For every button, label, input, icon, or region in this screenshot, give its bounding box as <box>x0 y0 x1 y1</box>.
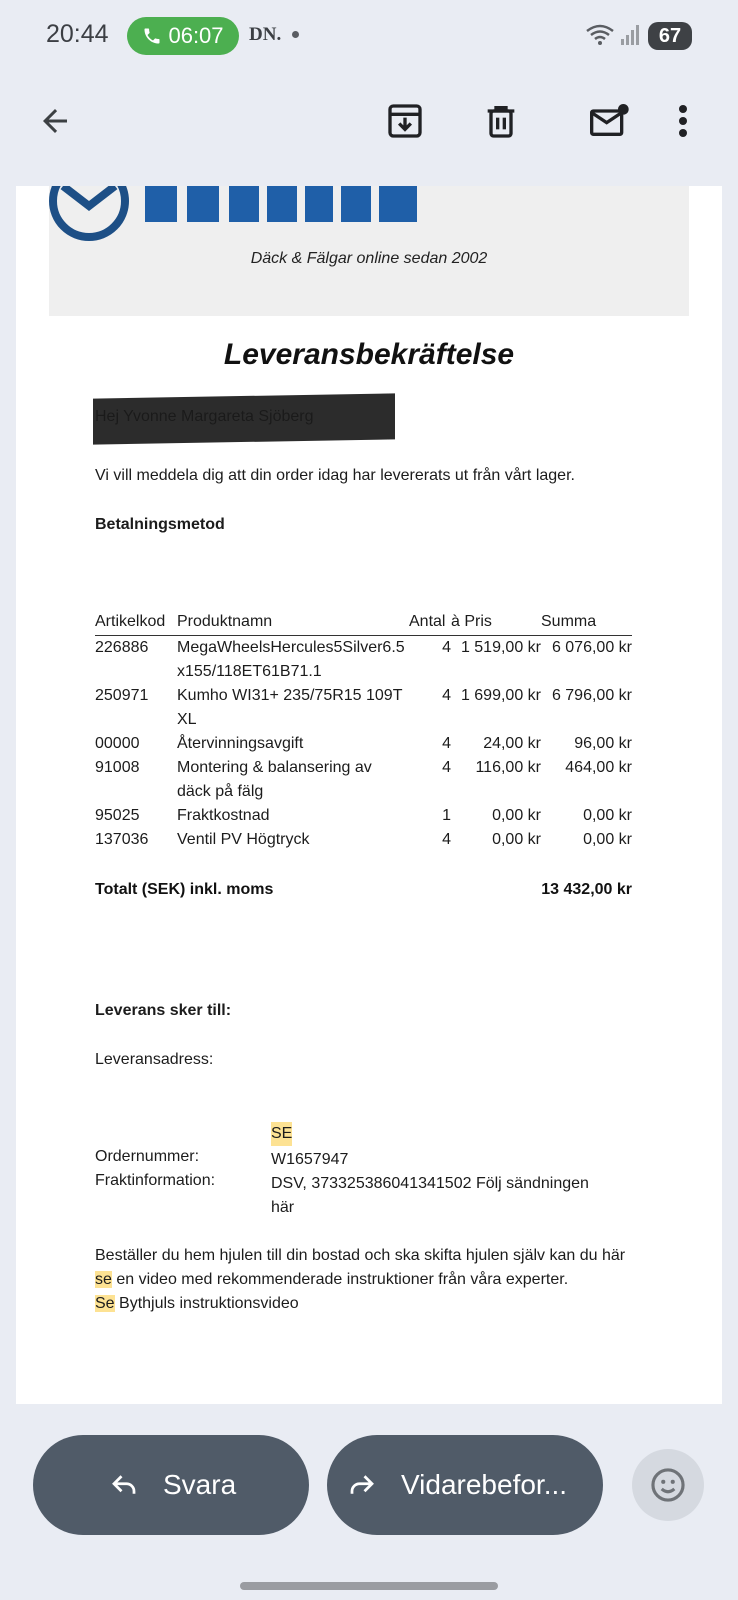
quantity: 4 <box>442 735 451 752</box>
forward-icon <box>345 1470 379 1500</box>
address-label: Leveransadress: <box>95 1051 214 1068</box>
delivery-heading: Leverans sker till: <box>95 1002 232 1019</box>
payment-method-label: Betalningsmetod <box>95 516 225 533</box>
more-vert-icon <box>677 103 689 139</box>
article-code: 250971 <box>95 687 149 704</box>
table-row <box>95 636 632 685</box>
email-message <box>49 186 689 1404</box>
dn-app-badge: DN. <box>249 24 282 45</box>
table-row <box>95 756 632 804</box>
delete-button[interactable] <box>474 94 528 148</box>
arrow-left-icon <box>37 103 73 139</box>
quantity: 4 <box>442 759 451 776</box>
product-name: Fraktkostnad <box>177 807 270 824</box>
email-header-banner <box>49 186 689 316</box>
order-total <box>95 881 632 899</box>
quantity: 4 <box>442 831 451 848</box>
forward-label: Vidarebefor... <box>401 1469 568 1500</box>
article-code: 00000 <box>95 735 140 752</box>
unit-price: 0,00 kr <box>492 831 541 848</box>
reply-icon <box>107 1470 141 1500</box>
emoji-icon <box>649 1466 687 1504</box>
product-name: Kumho WI31+ 235/75R15 109T XL <box>177 687 403 728</box>
footer-text: en video med rekommenderade instruktioner från våra experter. <box>111 1271 569 1288</box>
status-bar <box>0 0 738 72</box>
line-sum: 0,00 kr <box>583 831 632 848</box>
article-code: 95025 <box>95 807 140 824</box>
table-header-row <box>95 611 632 636</box>
order-number-value: W1657947 <box>271 1151 349 1168</box>
call-timer: 06:07 <box>168 23 224 48</box>
email-title: Leveransbekräftelse <box>223 338 515 371</box>
emoji-reaction-button[interactable] <box>632 1449 704 1521</box>
phone-icon <box>142 26 162 46</box>
total-label: Totalt (SEK) inkl. moms <box>95 881 274 898</box>
line-sum: 6 076,00 kr <box>551 639 632 656</box>
table-row <box>95 732 632 756</box>
table-row <box>95 684 632 732</box>
order-number-label: Ordernummer: <box>95 1148 200 1165</box>
column-header: Summa <box>541 611 632 636</box>
unit-price: 1 519,00 kr <box>460 639 541 656</box>
email-toolbar <box>0 72 738 186</box>
product-name: MegaWheelsHercules5Silver6.5x155/118ET61B71.1 <box>177 639 405 680</box>
article-code: 137036 <box>95 831 149 848</box>
unit-price: 116,00 kr <box>475 759 541 776</box>
unit-price: 0,00 kr <box>492 807 541 824</box>
redaction-scribble <box>93 393 395 444</box>
forward-button[interactable] <box>327 1435 603 1535</box>
product-name: Ventil PV Högtryck <box>177 831 310 848</box>
freight-info-label: Fraktinformation: <box>95 1172 216 1189</box>
unit-price: 1 699,00 kr <box>460 687 541 704</box>
trash-icon <box>481 101 521 141</box>
video-link-text[interactable]: Bythjuls instruktionsvideo <box>114 1295 299 1312</box>
battery-indicator <box>648 22 692 50</box>
line-sum: 464,00 kr <box>565 759 632 776</box>
product-name: Montering & balansering av däck på fälg <box>177 759 372 800</box>
quantity: 4 <box>442 687 451 704</box>
home-indicator[interactable] <box>240 1582 498 1590</box>
back-button[interactable] <box>30 96 80 146</box>
more-options-button[interactable] <box>668 94 698 148</box>
line-sum: 96,00 kr <box>574 735 632 752</box>
see-video-link[interactable]: Se <box>95 1295 115 1312</box>
line-sum: 0,00 kr <box>583 807 632 824</box>
reply-label: Svara <box>163 1469 237 1500</box>
mark-unread-button[interactable] <box>580 94 640 148</box>
signal-icon <box>620 23 642 47</box>
intro-text: Vi vill meddela dig att din order idag har levererats ut från vårt lager. <box>95 467 575 484</box>
instruction-paragraph <box>95 1244 640 1316</box>
email-tagline: Däck & Fälgar online sedan 2002 <box>250 250 488 267</box>
notification-dot-icon <box>292 31 299 38</box>
footer-text: Beställer du hem hjulen till din bostad och ska skifta hjulen själv kan du här <box>95 1247 626 1264</box>
article-code: 226886 <box>95 639 149 656</box>
table-row <box>95 804 632 828</box>
freight-info-value[interactable]: DSV, 373325386041341502 Följ sändningen här <box>271 1175 589 1216</box>
email-body-scroll[interactable] <box>16 186 722 1404</box>
total-value: 13 432,00 kr <box>541 881 632 898</box>
wifi-icon <box>585 23 615 47</box>
line-sum: 6 796,00 kr <box>551 687 632 704</box>
column-header: Artikelkod <box>95 611 177 636</box>
column-header: Produktnamn <box>177 611 409 636</box>
bythjul-logo <box>49 186 449 246</box>
article-code: 91008 <box>95 759 140 776</box>
archive-button[interactable] <box>378 94 432 148</box>
address-country: SE <box>271 1122 292 1146</box>
quantity: 4 <box>442 639 451 656</box>
see-link[interactable]: se <box>95 1271 112 1288</box>
mail-unread-icon <box>587 101 633 141</box>
order-items-table <box>95 611 632 852</box>
unit-price: 24,00 kr <box>483 735 541 752</box>
archive-icon <box>385 101 425 141</box>
battery-level: 67 <box>658 24 682 47</box>
column-header: à Pris <box>451 611 541 636</box>
quantity: 1 <box>442 807 451 824</box>
status-time: 20:44 <box>46 20 109 48</box>
reply-button[interactable] <box>33 1435 309 1535</box>
greeting-block <box>95 408 314 426</box>
table-row <box>95 828 632 852</box>
column-header: Antal <box>409 611 451 636</box>
ongoing-call-chip[interactable] <box>127 17 239 55</box>
product-name: Återvinningsavgift <box>177 735 304 752</box>
